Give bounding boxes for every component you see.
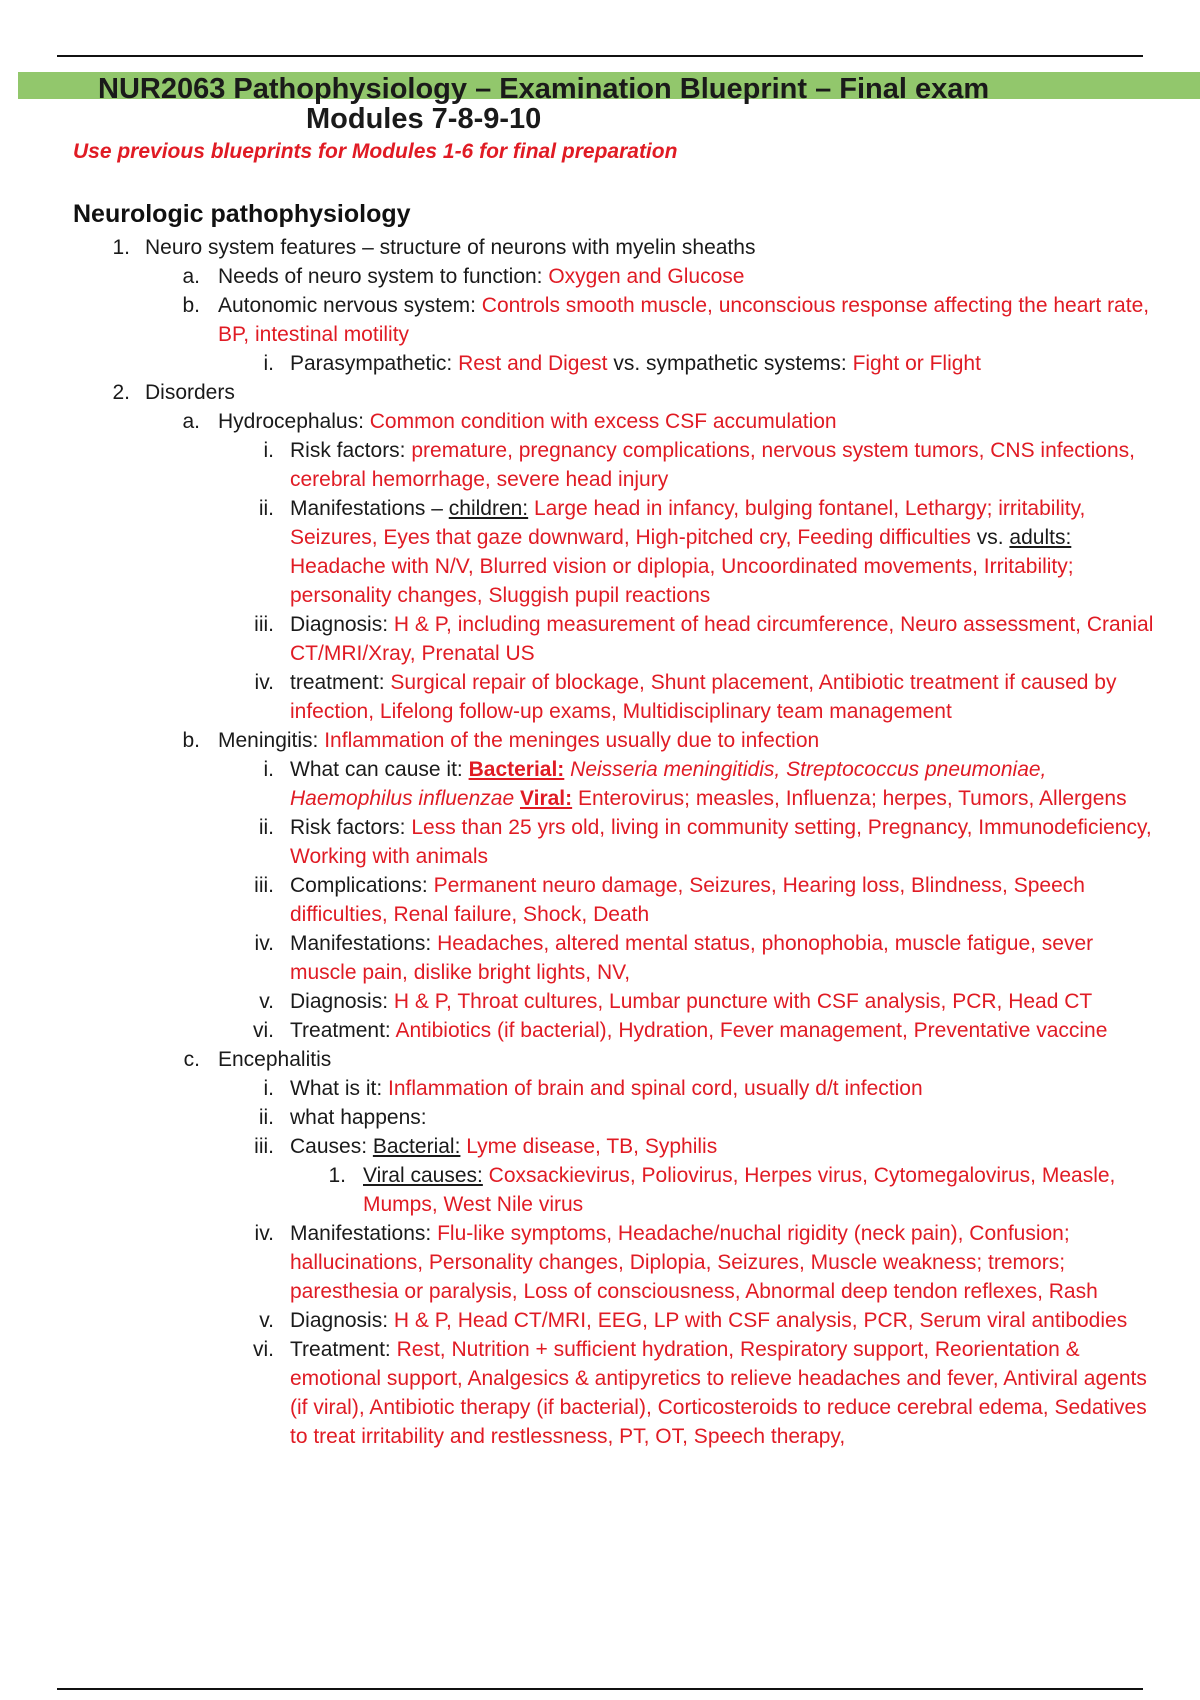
item-1b-i: i. Parasympathetic: Rest and Digest vs. sympathetic systems: Fight or Flight bbox=[263, 352, 981, 375]
item-2a-iv: iv. treatment: Surgical repair of blockage, Shunt placement, Antibiotic treatment if caused by infection, Lifelong follow-up exams, Multidisciplinary team management bbox=[254, 671, 1117, 723]
item-2c-i: i. What is it: Inflammation of brain and spinal cord, usually d/t infection bbox=[263, 1077, 923, 1100]
item-2b-ii: ii. Risk factors: Less than 25 yrs old, living in community setting, Pregnancy, Immunodeficiency, Working with animals bbox=[258, 816, 1152, 868]
item-2b-i: i. What can cause it: Bacterial: Neisseria meningitidis, Streptococcus pneumoniae, Haemophilus influenzae Viral: Enterovirus; measles, Influenza; herpes, Tumors, Allergens bbox=[263, 758, 1127, 810]
item-2b-v: v. Diagnosis: H & P, Throat cultures, Lumbar puncture with CSF analysis, PCR, Head CT bbox=[259, 990, 1093, 1013]
item-2b-iii: iii. Complications: Permanent neuro damage, Seizures, Hearing loss, Blindness, Speech difficulties, Renal failure, Shock, Death bbox=[254, 874, 1085, 926]
section-heading: Neurologic pathophysiology bbox=[73, 200, 411, 228]
item-2c: c. Encephalitis bbox=[183, 1048, 332, 1071]
item-1a: a. Needs of neuro system to function: Oxygen and Glucose bbox=[182, 265, 745, 288]
bottom-rule bbox=[57, 1688, 1143, 1690]
item-2b-vi: vi. Treatment: Antibiotics (if bacterial), Hydration, Fever management, Preventative vaccine bbox=[253, 1019, 1108, 1042]
subtitle-note: Use previous blueprints for Modules 1-6 for final preparation bbox=[73, 140, 678, 163]
item-2c-iii-1: 1. Viral causes: Coxsackievirus, Poliovirus, Herpes virus, Cytomegalovirus, Measle, Mumps, West Nile virus bbox=[328, 1164, 1116, 1216]
top-rule bbox=[57, 55, 1143, 57]
title-line-2: Modules 7-8-9-10 bbox=[306, 103, 542, 136]
item-2a-iii: iii. Diagnosis: H & P, including measurement of head circumference, Neuro assessment, Cranial CT/MRI/Xray, Prenatal US bbox=[254, 613, 1154, 665]
item-2b: b. Meningitis: Inflammation of the meninges usually due to infection bbox=[182, 729, 820, 752]
item-2c-vi: vi. Treatment: Rest, Nutrition + sufficient hydration, Respiratory support, Reorientation & emotional support, Analgesics & antipyretics to relieve headaches and fever, Antiviral agents (if viral), Antibiotic therapy (if bacterial), Corticosteroids to reduce cerebral edema, Sedatives to treat irritability and restlessness, PT, OT, Speech therapy, bbox=[253, 1338, 1147, 1448]
item-2b-iv: iv. Manifestations: Headaches, altered mental status, phonophobia, muscle fatigue, sever muscle pain, dislike bright lights, NV, bbox=[254, 932, 1094, 984]
item-2c-ii: ii. what happens: bbox=[258, 1106, 427, 1129]
item-2: 2. Disorders bbox=[112, 381, 235, 404]
item-1: 1. Neuro system features – structure of neurons with myelin sheaths bbox=[112, 236, 756, 259]
page-title bbox=[98, 74, 1200, 135]
outline bbox=[0, 233, 1200, 1451]
item-2c-v: v. Diagnosis: H & P, Head CT/MRI, EEG, LP with CSF analysis, PCR, Serum viral antibodies bbox=[259, 1309, 1128, 1332]
item-2a: a. Hydrocephalus: Common condition with excess CSF accumulation bbox=[182, 410, 837, 433]
item-2c-iv: iv. Manifestations: Flu-like symptoms, Headache/nuchal rigidity (neck pain), Confusion; hallucinations, Personality changes, Diplopia, Seizures, Muscle weakness; tremors; paresthesia or paralysis, Loss of consciousness, Abnormal deep tendon reflexes, Rash bbox=[254, 1222, 1098, 1303]
item-2c-iii: iii. Causes: Bacterial: Lyme disease, TB, Syphilis bbox=[254, 1135, 718, 1158]
title-line-1: NUR2063 Pathophysiology – Examination Blueprint – Final exam bbox=[98, 73, 990, 105]
item-1b: b. Autonomic nervous system: Controls smooth muscle, unconscious response affecting the heart rate, BP, intestinal motility bbox=[182, 294, 1150, 346]
item-2a-i: i. Risk factors: premature, pregnancy complications, nervous system tumors, CNS infections, cerebral hemorrhage, severe head injury bbox=[263, 439, 1135, 491]
item-2a-ii: ii. Manifestations – children: Large head in infancy, bulging fontanel, Lethargy; irritability, Seizures, Eyes that gaze downward, High-pitched cry, Feeding difficulties vs. adults: Headache with N/V, Blurred vision or diplopia, Uncoordinated movements, Irritability; personality changes, Sluggish pupil reactions bbox=[258, 497, 1086, 607]
